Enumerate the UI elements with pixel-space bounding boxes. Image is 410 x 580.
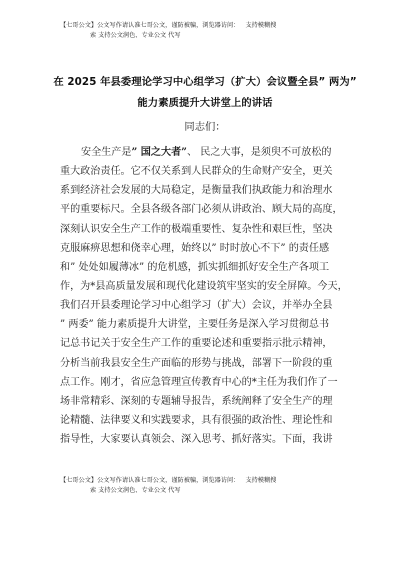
body-line: 克服麻痹思想和侥幸心理，始终以” 时时放心不下” 的责任感: [60, 242, 330, 254]
footer-line1-right: 支持模糊搜: [245, 477, 277, 484]
body-line: 重大政治责任。它不仅关系到人民群众的生命财产安全，更关: [60, 166, 333, 178]
salutation: 同志们：: [184, 121, 226, 133]
body-line: 和” 处处如履薄冰” 的危机感，抓实抓细抓好安全生产各项工: [60, 261, 330, 273]
body-line-1-pre: 安全生产是: [81, 147, 132, 158]
footer-watermark: [60, 476, 360, 496]
body-line: [60, 143, 360, 162]
body-line-1-bold: ” 国之大者”: [131, 147, 187, 158]
body-line: 作，为*县高质量发展和现代化建设筑牢坚实的安全屏障。今天，: [60, 280, 348, 292]
body-line: 场非常精彩、深刻的专题辅导报告，系统阐释了安全生产的理: [60, 395, 333, 407]
body-line: 点工作。刚才，省应急管理宣传教育中心的*主任为我们作了一: [60, 376, 338, 388]
body-line: 系到经济社会发展的大局稳定，是衡量我们执政能力和治理水: [60, 185, 333, 197]
document-title-line1: 在 2025 年县委理论学习中心组学习（扩大）会议暨全县” 两为”: [53, 76, 357, 88]
header-line2: 索 支持公文润色、专业公文 代写: [90, 32, 181, 39]
speech-body: [60, 143, 360, 449]
body-line-1-post: 、 民之大事，是须臾不可放松的: [186, 147, 332, 158]
header-line1-right: 支持模糊搜: [245, 22, 277, 29]
body-line: 记总书记关于安全生产工作的重要论述和重要指示批示精神，: [60, 338, 333, 350]
header-watermark: [60, 21, 360, 41]
footer-line2: 索 支持公文润色、专业公文 代写: [90, 487, 181, 494]
body-line: ” 两委” 能力素质提升大讲堂，主要任务是深入学习贯彻总书: [60, 319, 330, 331]
footer-line1-left: 【七哥公文】公文写作请认准七哥公文，谨防被骗，浏览器访问：: [60, 477, 240, 484]
header-line1-left: 【七哥公文】公文写作请认准七哥公文，谨防被骗，浏览器访问：: [60, 22, 240, 29]
document-title-line2: 能力素质提升大讲堂上的讲话: [137, 97, 273, 109]
body-line: 我们召开县委理论学习中心组学习（扩大）会议，并举办全县: [60, 300, 333, 312]
body-line: 平的重要标尺。全县各级各部门必须从讲政治、顾大局的高度，: [60, 204, 343, 216]
body-line: 指导性，大家要认真领会、深入思考、抓好落实。下面，我讲: [60, 434, 333, 446]
body-line: 分析当前我县安全生产面临的形势与挑战，部署下一阶段的重: [60, 357, 333, 369]
body-line: 深刻认识安全生产工作的极端重要性、复杂性和艰巨性，坚决: [60, 223, 333, 235]
body-line: 论精髓、法律要义和实践要求，具有很强的政治性、理论性和: [60, 414, 333, 426]
